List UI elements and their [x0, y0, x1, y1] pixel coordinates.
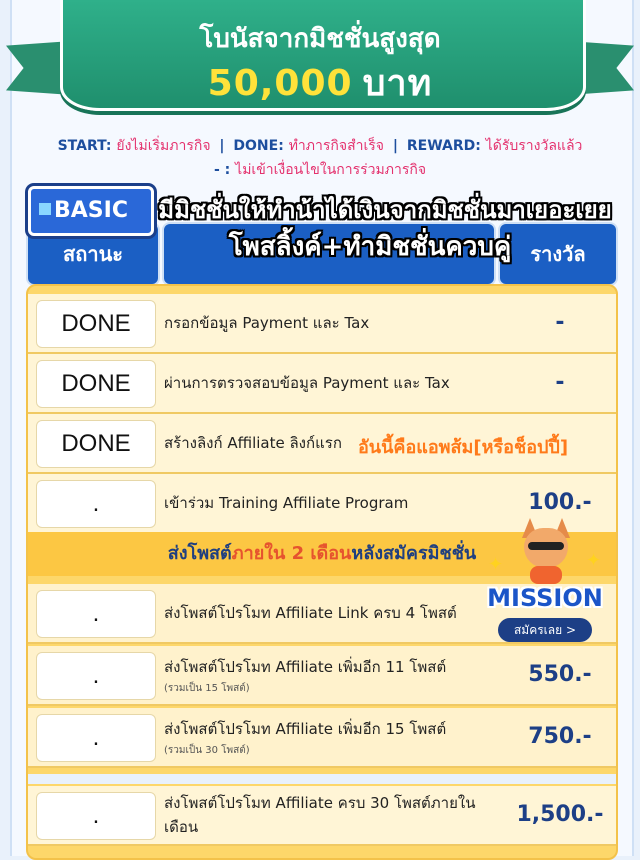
star-icon: ✦ — [586, 550, 602, 571]
task-label: ผ่านการตรวจสอบข้อมูล Payment และ Tax — [164, 374, 450, 392]
mission-badge[interactable] — [482, 518, 608, 648]
status-cell: DONE — [36, 300, 156, 348]
task-note: (รวมเป็น 30 โพสต์) — [164, 744, 250, 756]
status-cell: . — [36, 792, 156, 840]
section-gap — [28, 774, 616, 784]
status-cell: . — [36, 714, 156, 762]
legend-done-key: DONE: — [233, 138, 284, 154]
header-status: สถานะ — [26, 222, 160, 286]
task-label: กรอกข้อมูล Payment และ Tax — [164, 314, 370, 332]
reward-cell: 750.- — [528, 724, 592, 749]
legend-start-desc: ยังไม่เริ่มภารกิจ — [116, 138, 211, 154]
task-label: ส่งโพสต์โปรโมท Affiliate เพิ่มอีก 11 โพสต์ — [164, 657, 447, 676]
table-row — [28, 354, 616, 414]
task-label: ส่งโพสต์โปรโมท Affiliate Link ครบ 4 โพสต์ — [164, 604, 457, 622]
basic-badge-label: BASIC — [54, 198, 128, 223]
bonus-title: โบนัสจากมิชชั่นสูงสุด — [199, 24, 441, 54]
bonus-amount-unit: บาท — [362, 63, 433, 104]
legend-separator: | — [219, 138, 225, 154]
bonus-amount-value: 50,000 — [207, 63, 353, 104]
table-row — [28, 708, 616, 768]
task-label: ส่งโพสต์โปรโมท Affiliate ครบ 30 โพสต์ภายในเดือน — [164, 794, 476, 836]
task-cell — [164, 294, 504, 352]
mission-title: MISSION — [487, 584, 603, 612]
table-row — [28, 646, 616, 706]
task-label: ส่งโพสต์โปรโมท Affiliate เพิ่มอีก 15 โพสต์ — [164, 719, 447, 738]
task-cell — [164, 584, 504, 642]
star-icon: ✦ — [488, 554, 504, 575]
reward-cell: 1,500.- — [516, 802, 604, 827]
reward-cell: - — [555, 310, 565, 335]
status-cell: . — [36, 480, 156, 528]
status-legend — [30, 134, 610, 182]
status-cell: DONE — [36, 420, 156, 468]
status-cell: DONE — [36, 360, 156, 408]
task-cell — [164, 646, 504, 704]
task-cell — [164, 708, 504, 766]
table-row — [28, 786, 616, 846]
status-cell: . — [36, 590, 156, 638]
bonus-amount — [60, 54, 580, 111]
task-label: สร้างลิงก์ Affiliate ลิงก์แรก — [164, 434, 342, 452]
handwritten-annotation: อันนี้คือแอพส้ม[หรือช็อปปี้] — [358, 437, 569, 458]
legend-separator: | — [392, 138, 398, 154]
overlay-caption-1: มีมิชชั่นให้ทำน้าได้เงินจากมิชชั่นมาเยอะเยย — [158, 196, 612, 224]
pixel-dot-icon — [39, 203, 51, 215]
task-cell — [164, 786, 504, 844]
reward-cell: - — [555, 370, 565, 395]
legend-line-2 — [30, 158, 610, 182]
fox-mascot-icon — [518, 518, 574, 582]
overlay-caption-2: โพสลิ้งค์+ทำมิชชั่นควบคู่ — [228, 232, 512, 262]
section-highlight: ภายใน 2 เดือน — [231, 543, 352, 564]
legend-done-desc: ทำภารกิจสำเร็จ — [288, 138, 384, 154]
task-cell — [164, 354, 504, 412]
header-reward: รางวัล — [498, 222, 618, 286]
basic-badge — [28, 186, 154, 236]
reward-cell: 100.- — [528, 490, 592, 515]
reward-cell: 550.- — [528, 662, 592, 687]
task-cell — [164, 474, 504, 532]
table-row — [28, 294, 616, 354]
legend-dash-desc: ไม่เข้าเงื่อนไขในการร่วมภารกิจ — [235, 162, 427, 178]
legend-reward-key: REWARD: — [406, 138, 481, 154]
apply-button[interactable]: สมัครเลย > — [498, 618, 592, 642]
legend-line-1 — [30, 134, 610, 158]
legend-dash-key: - : — [213, 162, 231, 178]
task-note: (รวมเป็น 15 โพสต์) — [164, 682, 250, 694]
section-prefix: ส่งโพสต์ — [167, 543, 232, 564]
legend-reward-desc: ได้รับรางวัลแล้ว — [485, 138, 583, 154]
status-cell: . — [36, 652, 156, 700]
legend-start-key: START: — [57, 138, 112, 154]
section-suffix: หลังสมัครมิชชั่น — [351, 543, 477, 564]
task-label: เข้าร่วม Training Affiliate Program — [164, 494, 409, 512]
